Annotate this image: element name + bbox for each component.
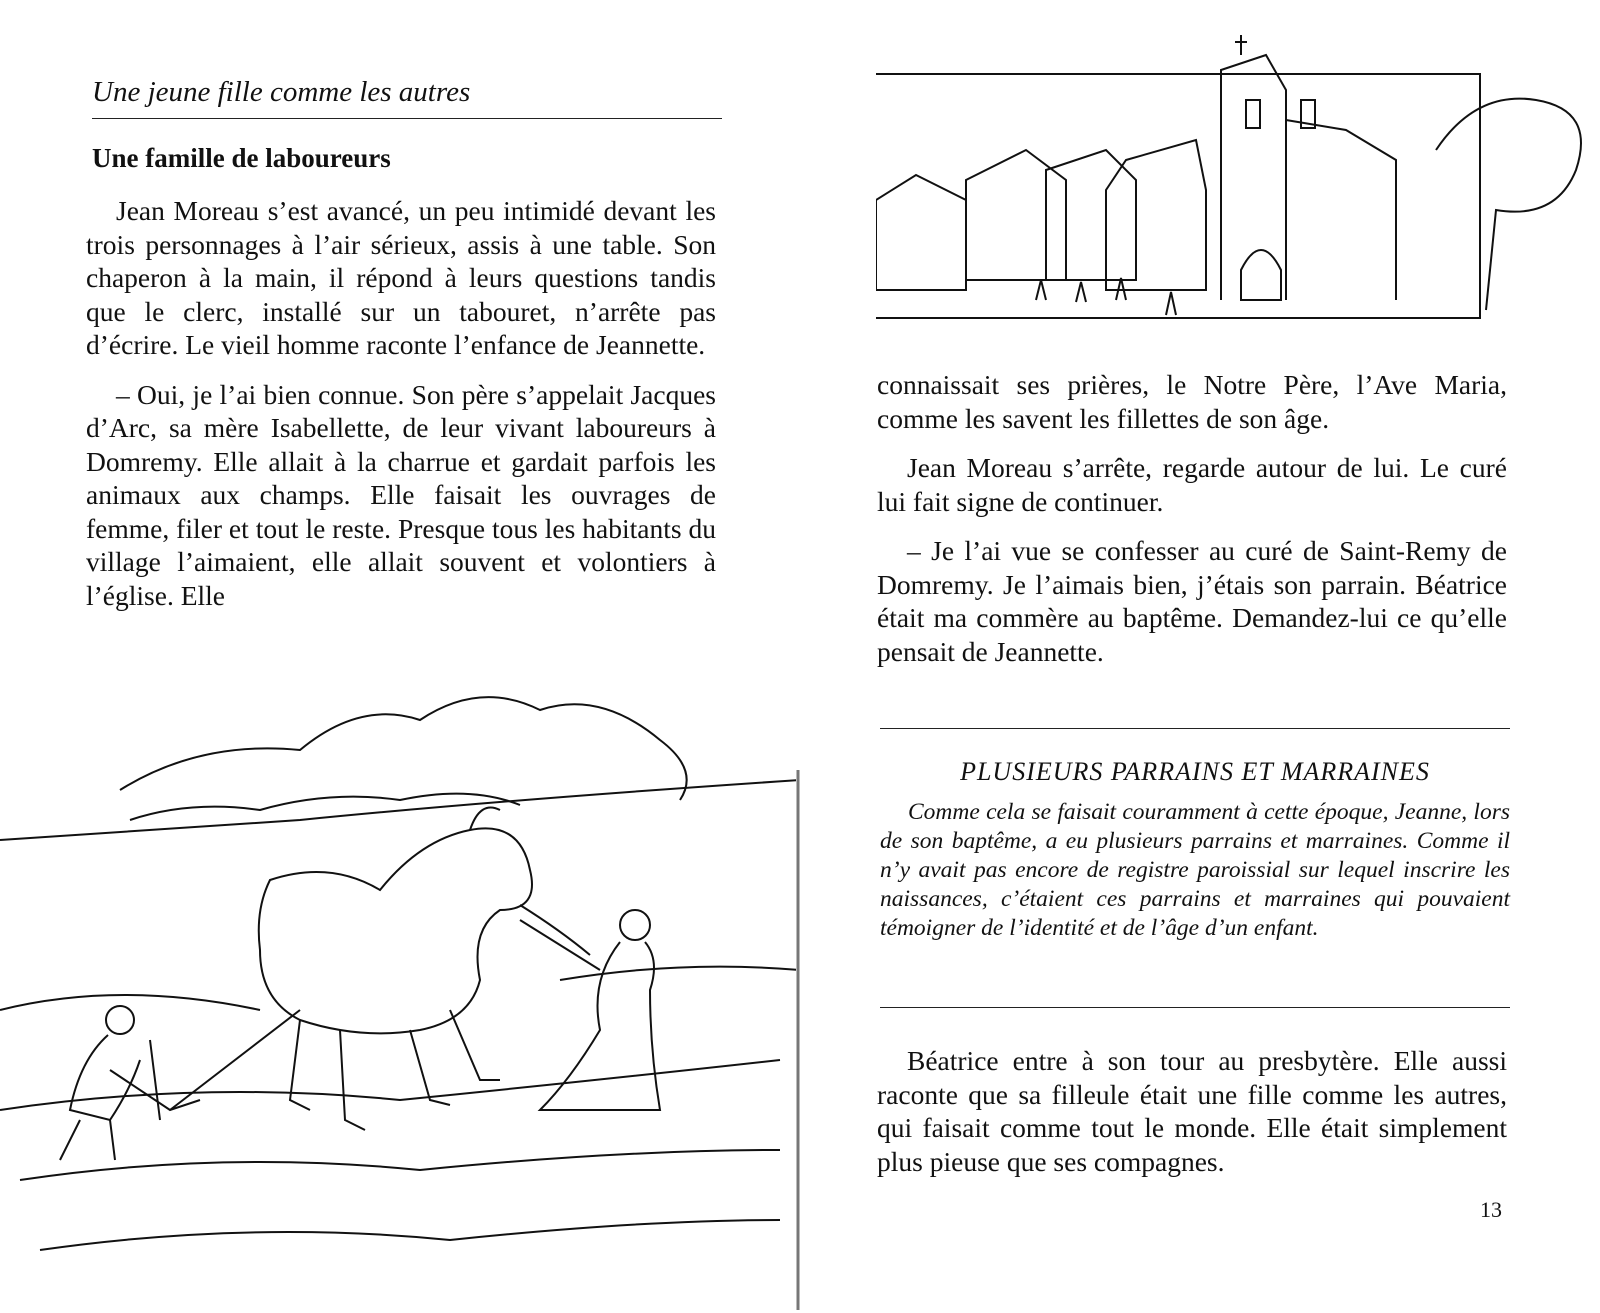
plowing-illustration — [0, 680, 800, 1310]
right-text-column-bottom — [877, 1044, 1507, 1194]
paragraph: – Je l’ai vue se confesser au curé de Saint-Remy de Domremy. Je l’aimais bien, j’étais son parrain. Béatrice était ma commère au baptême. Demandez-lui ce qu’elle pensait de Jeannette. — [877, 535, 1507, 667]
box-text — [880, 798, 1510, 943]
running-head: Une jeune fille comme les autres — [92, 74, 722, 119]
paragraph: connaissait ses prières, le Notre Père, l’Ave Maria, comme les savent les fillettes de son âge. — [877, 369, 1507, 434]
paragraph: – Oui, je l’ai bien connue. Son père s’appelait Jacques d’Arc, sa mère Isabellette, de leur vivant laboureurs à Domremy. Elle allait à la charrue et gardait parfois les animaux aux champs. Elle faisait les ouvrages de femme, filer et tout le reste. Presque tous les habitants du village l’aimaient, elle allait souvent et volontiers à l’église. Elle — [86, 378, 716, 611]
box-bottom-rule — [880, 1007, 1510, 1008]
paragraph: Béatrice entre à son tour au presbytère. Elle aussi raconte que sa filleule était une fille comme les autres, qui faisait comme tout le monde. Elle était simplement plus pieuse que ses compagnes. — [877, 1045, 1507, 1177]
page-number: 13 — [1480, 1197, 1502, 1222]
left-text-column — [86, 194, 716, 628]
paragraph: Jean Moreau s’est avancé, un peu intimidé devant les trois personnages à l’air sérieux, assis à une table. Son chaperon à la main, il répond à leurs questions tandis que le clerc, installé sur un tabouret, n’arrête pas d’écrire. Le vieil homme raconte l’enfance de Jeannette. — [86, 195, 716, 360]
box-title: PLUSIEURS PARRAINS ET MARRAINES — [960, 757, 1430, 786]
section-title: Une famille de laboureurs — [92, 143, 391, 173]
box-paragraph: Comme cela se faisait couramment à cette époque, Jeanne, lors de son baptême, a eu plusieurs parrains et marraines. Comme il n’y avait pas encore de registre paroissial sur lequel inscrire les naissances, c’étaient ces parrains et marraines qui pouvaient témoigner de l’identité et de l’âge d’un enfant. — [880, 799, 1510, 941]
right-text-column-top — [877, 368, 1507, 684]
paragraph: Jean Moreau s’arrête, regarde autour de lui. Le curé lui fait signe de continuer. — [877, 452, 1507, 517]
box-top-rule — [880, 728, 1510, 729]
